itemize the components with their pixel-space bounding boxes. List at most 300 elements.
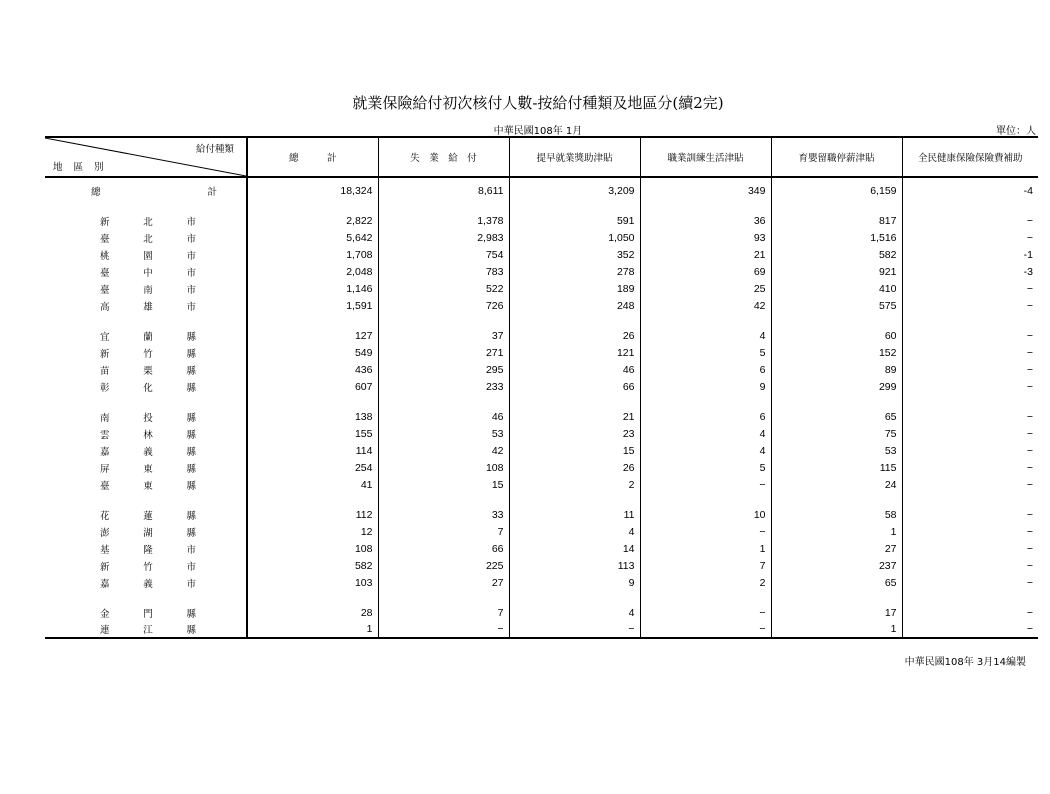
early-employment-value-cell: 66	[509, 378, 640, 395]
region-char: 市	[186, 233, 196, 245]
region-cell	[45, 425, 247, 442]
health-insurance-value-cell: -3	[902, 263, 1038, 280]
table-row	[45, 212, 1038, 229]
health-insurance-value-cell: −	[902, 327, 1038, 344]
table-row	[45, 297, 1038, 314]
early-employment-value-cell: −	[509, 621, 640, 638]
unemployment-value-cell: 27	[378, 574, 509, 591]
health-insurance-value-cell: −	[902, 540, 1038, 557]
region-char: 臺	[100, 480, 110, 492]
spacer-cell	[378, 314, 509, 327]
corner-top-label: 給付種類	[195, 144, 234, 155]
vocational-training-value-cell: 36	[640, 212, 771, 229]
total-value-cell: 112	[247, 506, 378, 523]
early-employment-value-cell: 4	[509, 604, 640, 621]
early-employment-value-cell: 591	[509, 212, 640, 229]
region-char: 門	[143, 608, 153, 620]
region-char: 屏	[100, 463, 110, 475]
early-employment-value-cell: 121	[509, 344, 640, 361]
health-insurance-value-cell: −	[902, 621, 1038, 638]
total-value-cell: 1,708	[247, 246, 378, 263]
early-employment-value-cell: 4	[509, 523, 640, 540]
unemployment-value-cell: 783	[378, 263, 509, 280]
health-insurance-value-cell: -4	[902, 177, 1038, 199]
region-char: 嘉	[100, 578, 110, 590]
region-char: 江	[143, 625, 153, 636]
spacer-cell	[640, 493, 771, 506]
health-insurance-value-cell: −	[902, 442, 1038, 459]
table-row	[45, 604, 1038, 621]
benefit-table	[45, 136, 1038, 639]
region-char: 北	[143, 216, 153, 228]
spacer-cell	[45, 493, 247, 506]
unemployment-value-cell: 42	[378, 442, 509, 459]
early-employment-value-cell: 189	[509, 280, 640, 297]
health-insurance-value-cell: −	[902, 425, 1038, 442]
table-row	[45, 408, 1038, 425]
spacer-cell	[45, 199, 247, 212]
total-value-cell: 28	[247, 604, 378, 621]
health-insurance-value-cell: −	[902, 408, 1038, 425]
region-cell	[45, 459, 247, 476]
vocational-training-value-cell: 9	[640, 378, 771, 395]
vocational-training-value-cell: 7	[640, 557, 771, 574]
region-char: 臺	[100, 267, 110, 279]
region-cell	[45, 361, 247, 378]
spacer-cell	[45, 314, 247, 327]
spacer-cell	[509, 591, 640, 604]
vocational-training-value-cell: 4	[640, 327, 771, 344]
spacer-cell	[378, 591, 509, 604]
parental-leave-value-cell: 17	[771, 604, 902, 621]
region-cell	[45, 408, 247, 425]
parental-leave-value-cell: 582	[771, 246, 902, 263]
parental-leave-value-cell: 89	[771, 361, 902, 378]
region-char: 義	[143, 578, 153, 590]
region-char: 市	[186, 216, 196, 228]
health-insurance-value-cell: −	[902, 459, 1038, 476]
spacer-cell	[247, 314, 378, 327]
table-row	[45, 229, 1038, 246]
spacer-cell	[771, 199, 902, 212]
early-employment-value-cell: 248	[509, 297, 640, 314]
spacer-cell	[509, 199, 640, 212]
region-cell	[45, 344, 247, 361]
vocational-training-value-cell: 21	[640, 246, 771, 263]
spacer-row	[45, 314, 1038, 327]
vocational-training-value-cell: 349	[640, 177, 771, 199]
unemployment-value-cell: 33	[378, 506, 509, 523]
early-employment-value-cell: 11	[509, 506, 640, 523]
spacer-row	[45, 199, 1038, 212]
region-char: 南	[100, 412, 110, 424]
vocational-training-value-cell: −	[640, 523, 771, 540]
health-insurance-value-cell: −	[902, 297, 1038, 314]
parental-leave-value-cell: 53	[771, 442, 902, 459]
col-header-parental-leave: 育嬰留職停薪津貼	[771, 137, 902, 177]
region-char: 縣	[186, 480, 196, 492]
spacer-cell	[771, 493, 902, 506]
table-row	[45, 621, 1038, 638]
region-name	[100, 282, 196, 296]
health-insurance-value-cell: -1	[902, 246, 1038, 263]
unemployment-value-cell: 37	[378, 327, 509, 344]
vocational-training-value-cell: 4	[640, 442, 771, 459]
region-name	[100, 576, 196, 590]
table-row	[45, 425, 1038, 442]
region-name	[100, 410, 196, 424]
region-char: 投	[143, 412, 153, 424]
region-cell	[45, 229, 247, 246]
total-value-cell: 138	[247, 408, 378, 425]
early-employment-value-cell: 9	[509, 574, 640, 591]
total-value-cell: 549	[247, 344, 378, 361]
region-cell	[45, 604, 247, 621]
health-insurance-value-cell: −	[902, 523, 1038, 540]
region-cell	[45, 263, 247, 280]
parental-leave-value-cell: 24	[771, 476, 902, 493]
vocational-training-value-cell: 5	[640, 344, 771, 361]
total-value-cell: 1,146	[247, 280, 378, 297]
parental-leave-value-cell: 60	[771, 327, 902, 344]
region-char: 栗	[143, 365, 153, 377]
unemployment-value-cell: 53	[378, 425, 509, 442]
region-char: 澎	[100, 527, 110, 539]
region-char: 北	[143, 233, 153, 245]
region-char: 縣	[186, 463, 196, 475]
region-char: 宜	[100, 331, 110, 343]
unemployment-value-cell: 233	[378, 378, 509, 395]
table-row	[45, 361, 1038, 378]
region-char: 縣	[186, 625, 196, 636]
early-employment-value-cell: 23	[509, 425, 640, 442]
spacer-cell	[378, 395, 509, 408]
col-header-vocational-training: 職業訓練生活津貼	[640, 137, 771, 177]
region-char: 縣	[186, 510, 196, 522]
region-char: 蘭	[143, 331, 153, 343]
spacer-cell	[378, 199, 509, 212]
total-value-cell: 114	[247, 442, 378, 459]
region-char: 市	[186, 284, 196, 296]
region-name	[100, 363, 196, 377]
vocational-training-value-cell: −	[640, 476, 771, 493]
spacer-cell	[247, 493, 378, 506]
unemployment-value-cell: 726	[378, 297, 509, 314]
spacer-cell	[902, 395, 1038, 408]
parental-leave-value-cell: 921	[771, 263, 902, 280]
parental-leave-value-cell: 75	[771, 425, 902, 442]
vocational-training-value-cell: 10	[640, 506, 771, 523]
health-insurance-value-cell: −	[902, 212, 1038, 229]
region-cell	[45, 212, 247, 229]
vocational-training-value-cell: 4	[640, 425, 771, 442]
early-employment-value-cell: 3,209	[509, 177, 640, 199]
region-char: 苗	[100, 365, 110, 377]
region-char: 東	[143, 480, 153, 492]
health-insurance-value-cell: −	[902, 280, 1038, 297]
region-name	[100, 248, 196, 262]
vocational-training-value-cell: 69	[640, 263, 771, 280]
vocational-training-value-cell: −	[640, 621, 771, 638]
region-char: 市	[186, 301, 196, 313]
unemployment-value-cell: 7	[378, 604, 509, 621]
region-cell	[45, 177, 247, 199]
region-char: 竹	[143, 348, 153, 360]
region-char: 南	[143, 284, 153, 296]
spacer-cell	[247, 395, 378, 408]
region-cell	[45, 557, 247, 574]
region-char: 湖	[143, 527, 153, 539]
total-value-cell: 12	[247, 523, 378, 540]
region-name	[100, 542, 196, 556]
vocational-training-value-cell: 6	[640, 361, 771, 378]
unemployment-value-cell: 108	[378, 459, 509, 476]
col-header-total: 總 計	[247, 137, 378, 177]
spacer-cell	[902, 591, 1038, 604]
unemployment-value-cell: 7	[378, 523, 509, 540]
spacer-cell	[247, 199, 378, 212]
region-cell	[45, 246, 247, 263]
parental-leave-value-cell: 115	[771, 459, 902, 476]
region-char: 金	[100, 608, 110, 620]
region-name	[100, 525, 196, 539]
region-char: 園	[143, 250, 153, 262]
region-cell	[45, 297, 247, 314]
parental-leave-value-cell: 817	[771, 212, 902, 229]
vocational-training-value-cell: −	[640, 604, 771, 621]
spacer-cell	[640, 395, 771, 408]
total-value-cell: 254	[247, 459, 378, 476]
region-char: 高	[100, 301, 110, 313]
region-name	[100, 329, 196, 343]
health-insurance-value-cell: −	[902, 361, 1038, 378]
region-char: 市	[186, 267, 196, 279]
region-cell	[45, 506, 247, 523]
region-name	[100, 444, 196, 458]
vocational-training-value-cell: 42	[640, 297, 771, 314]
total-value-cell: 1,591	[247, 297, 378, 314]
total-value-cell: 5,642	[247, 229, 378, 246]
region-cell	[45, 540, 247, 557]
table-row	[45, 523, 1038, 540]
region-name	[100, 622, 196, 636]
spacer-cell	[771, 395, 902, 408]
region-char: 新	[100, 561, 110, 573]
spacer-cell	[509, 314, 640, 327]
region-name	[100, 214, 196, 228]
health-insurance-value-cell: −	[902, 378, 1038, 395]
parental-leave-value-cell: 575	[771, 297, 902, 314]
parental-leave-value-cell: 65	[771, 574, 902, 591]
region-name	[100, 427, 196, 441]
unemployment-value-cell: 8,611	[378, 177, 509, 199]
early-employment-value-cell: 14	[509, 540, 640, 557]
region-char: 新	[100, 216, 110, 228]
region-char: 市	[186, 578, 196, 590]
region-char: 林	[143, 429, 153, 441]
region-char: 隆	[143, 544, 153, 556]
early-employment-value-cell: 2	[509, 476, 640, 493]
parental-leave-value-cell: 1	[771, 621, 902, 638]
unemployment-value-cell: 15	[378, 476, 509, 493]
table-row	[45, 442, 1038, 459]
parental-leave-value-cell: 152	[771, 344, 902, 361]
health-insurance-value-cell: −	[902, 604, 1038, 621]
vocational-training-value-cell: 6	[640, 408, 771, 425]
total-value-cell: 436	[247, 361, 378, 378]
table-row	[45, 540, 1038, 557]
region-char: 縣	[186, 608, 196, 620]
region-char: 縣	[186, 331, 196, 343]
region-cell	[45, 476, 247, 493]
table-row	[45, 280, 1038, 297]
early-employment-value-cell: 278	[509, 263, 640, 280]
early-employment-value-cell: 46	[509, 361, 640, 378]
unemployment-value-cell: −	[378, 621, 509, 638]
region-cell	[45, 280, 247, 297]
unemployment-value-cell: 66	[378, 540, 509, 557]
parental-leave-value-cell: 27	[771, 540, 902, 557]
region-name	[100, 265, 196, 279]
health-insurance-value-cell: −	[902, 574, 1038, 591]
col-header-early-employment: 提早就業獎助津貼	[509, 137, 640, 177]
spacer-cell	[771, 591, 902, 604]
region-char: 總	[91, 186, 101, 198]
health-insurance-value-cell: −	[902, 229, 1038, 246]
region-char: 東	[143, 463, 153, 475]
spacer-cell	[902, 314, 1038, 327]
table-row	[45, 246, 1038, 263]
spacer-cell	[378, 493, 509, 506]
region-char: 縣	[186, 382, 196, 394]
region-name	[100, 299, 196, 313]
region-cell	[45, 523, 247, 540]
region-char: 臺	[100, 284, 110, 296]
region-char: 市	[186, 250, 196, 262]
spacer-cell	[771, 314, 902, 327]
table-row	[45, 557, 1038, 574]
health-insurance-value-cell: −	[902, 557, 1038, 574]
spacer-cell	[509, 493, 640, 506]
region-char: 連	[100, 625, 110, 636]
region-char: 竹	[143, 561, 153, 573]
region-char: 蓮	[143, 510, 153, 522]
region-char: 化	[143, 382, 153, 394]
parental-leave-value-cell: 237	[771, 557, 902, 574]
region-char: 義	[143, 446, 153, 458]
col-header-unemployment: 失 業 給 付	[378, 137, 509, 177]
early-employment-value-cell: 15	[509, 442, 640, 459]
unemployment-value-cell: 2,983	[378, 229, 509, 246]
spacer-cell	[902, 199, 1038, 212]
spacer-cell	[509, 395, 640, 408]
spacer-cell	[640, 199, 771, 212]
region-name	[100, 461, 196, 475]
total-value-cell: 2,822	[247, 212, 378, 229]
region-char: 縣	[186, 429, 196, 441]
region-char: 中	[143, 267, 153, 279]
region-name	[100, 559, 196, 573]
col-header-health-insurance: 全民健康保險保險費補助	[902, 137, 1038, 177]
report-title: 就業保險給付初次核付人數-按給付種類及地區分(續2完)	[352, 94, 724, 112]
region-char: 縣	[186, 348, 196, 360]
parental-leave-value-cell: 299	[771, 378, 902, 395]
region-cell	[45, 378, 247, 395]
region-cell	[45, 574, 247, 591]
unemployment-value-cell: 295	[378, 361, 509, 378]
early-employment-value-cell: 26	[509, 459, 640, 476]
early-employment-value-cell: 21	[509, 408, 640, 425]
early-employment-value-cell: 1,050	[509, 229, 640, 246]
early-employment-value-cell: 113	[509, 557, 640, 574]
table-row	[45, 506, 1038, 523]
vocational-training-value-cell: 25	[640, 280, 771, 297]
vocational-training-value-cell: 1	[640, 540, 771, 557]
spacer-row	[45, 591, 1038, 604]
unemployment-value-cell: 271	[378, 344, 509, 361]
region-char: 縣	[186, 365, 196, 377]
vocational-training-value-cell: 93	[640, 229, 771, 246]
region-cell	[45, 442, 247, 459]
region-name	[100, 346, 196, 360]
region-char: 縣	[186, 527, 196, 539]
health-insurance-value-cell: −	[902, 506, 1038, 523]
spacer-cell	[247, 591, 378, 604]
vocational-training-value-cell: 5	[640, 459, 771, 476]
total-value-cell: 18,324	[247, 177, 378, 199]
total-value-cell: 607	[247, 378, 378, 395]
region-char: 市	[186, 561, 196, 573]
region-name	[100, 606, 196, 620]
region-char: 雄	[143, 301, 153, 313]
region-char: 基	[100, 544, 110, 556]
unemployment-value-cell: 1,378	[378, 212, 509, 229]
table-row	[45, 344, 1038, 361]
total-value-cell: 108	[247, 540, 378, 557]
region-char: 縣	[186, 446, 196, 458]
total-value-cell: 127	[247, 327, 378, 344]
header-row	[45, 137, 1038, 177]
total-value-cell: 582	[247, 557, 378, 574]
corner-bottom-label: 地區別	[53, 162, 115, 173]
vocational-training-value-cell: 2	[640, 574, 771, 591]
region-name	[100, 478, 196, 492]
report-period: 中華民國108年 1月	[493, 126, 583, 137]
total-value-cell: 41	[247, 476, 378, 493]
early-employment-value-cell: 352	[509, 246, 640, 263]
compile-date: 中華民國108年 3月14編製	[904, 657, 1026, 668]
region-char: 嘉	[100, 446, 110, 458]
health-insurance-value-cell: −	[902, 344, 1038, 361]
parental-leave-value-cell: 1	[771, 523, 902, 540]
unemployment-value-cell: 225	[378, 557, 509, 574]
table-row	[45, 378, 1038, 395]
corner-header	[45, 137, 247, 177]
table-body	[45, 177, 1038, 638]
region-char: 花	[100, 510, 110, 522]
region-cell	[45, 327, 247, 344]
table-row	[45, 574, 1038, 591]
total-value-cell: 2,048	[247, 263, 378, 280]
spacer-cell	[45, 591, 247, 604]
region-char: 雲	[100, 429, 110, 441]
health-insurance-value-cell: −	[902, 476, 1038, 493]
spacer-cell	[902, 493, 1038, 506]
table-row	[45, 327, 1038, 344]
table-row	[45, 476, 1038, 493]
unemployment-value-cell: 522	[378, 280, 509, 297]
region-char: 桃	[100, 250, 110, 262]
